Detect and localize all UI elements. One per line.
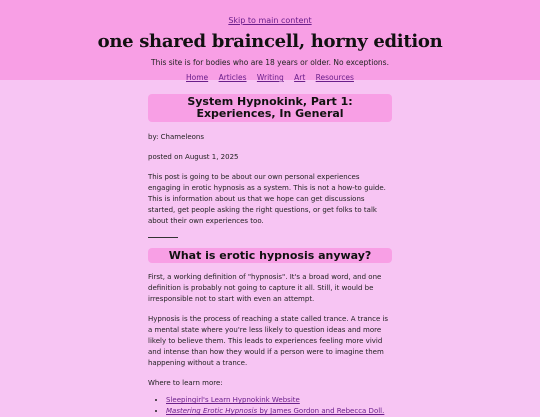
post-title: System Hypnokink, Part 1: Experiences, In General [148,94,392,122]
site-title: one shared braincell, horny edition [97,31,443,52]
site-header [0,0,540,80]
post-date: posted on August 1, 2025 [148,153,239,161]
divider [148,237,178,238]
nav-home-link[interactable]: Home [186,73,209,82]
skip-to-main-link[interactable]: Skip to main content [228,16,312,25]
paragraph-definition: First, a working definition of "hypnosis". It's a broad word, and one definition is probably not going to capture it all. Still, it would be irresponsible not to start with even an attempt. [148,273,382,304]
learn-more-label: Where to learn more: [148,379,223,388]
nav-art-link[interactable]: Art [294,73,306,82]
book-title: Mastering Erotic Hypnosis [166,407,258,416]
list-item [166,406,392,417]
resource-link-mastering-erotic-hypnosis[interactable] [166,407,384,415]
post-byline: by: Chameleons [148,133,205,141]
resource-list [148,395,392,417]
list-item [166,395,392,406]
nav-articles-link[interactable]: Articles [218,73,247,82]
book-authors: by James Gordon and Rebecca Doll. [257,407,385,416]
main-nav [0,73,540,82]
nav-resources-link[interactable]: Resources [315,73,354,82]
paragraph-trance: Hypnosis is the process of reaching a state called trance. A trance is a mental state where you're less likely to question ideas and more likely to believe them. This leads to experiences feeling more vivid and intense than how they would if a person were to imagine them happening without a trance. [148,315,389,368]
post-intro: This post is going to be about our own personal experiences engaging in erotic hypnosis as a system. This is not a how-to guide. This is information about us that we hope can get discussions started, get people asking the right questions, or get folks to talk about their own experiences too. [148,173,386,225]
section-heading: What is erotic hypnosis anyway? [148,248,392,263]
resource-link-sleepingirl[interactable]: Sleepingirl's Learn Hypnokink Website [166,396,300,405]
main-content [148,80,392,417]
nav-writing-link[interactable]: Writing [256,73,284,82]
age-notice: This site is for bodies who are 18 years or older. No exceptions. [151,58,389,67]
